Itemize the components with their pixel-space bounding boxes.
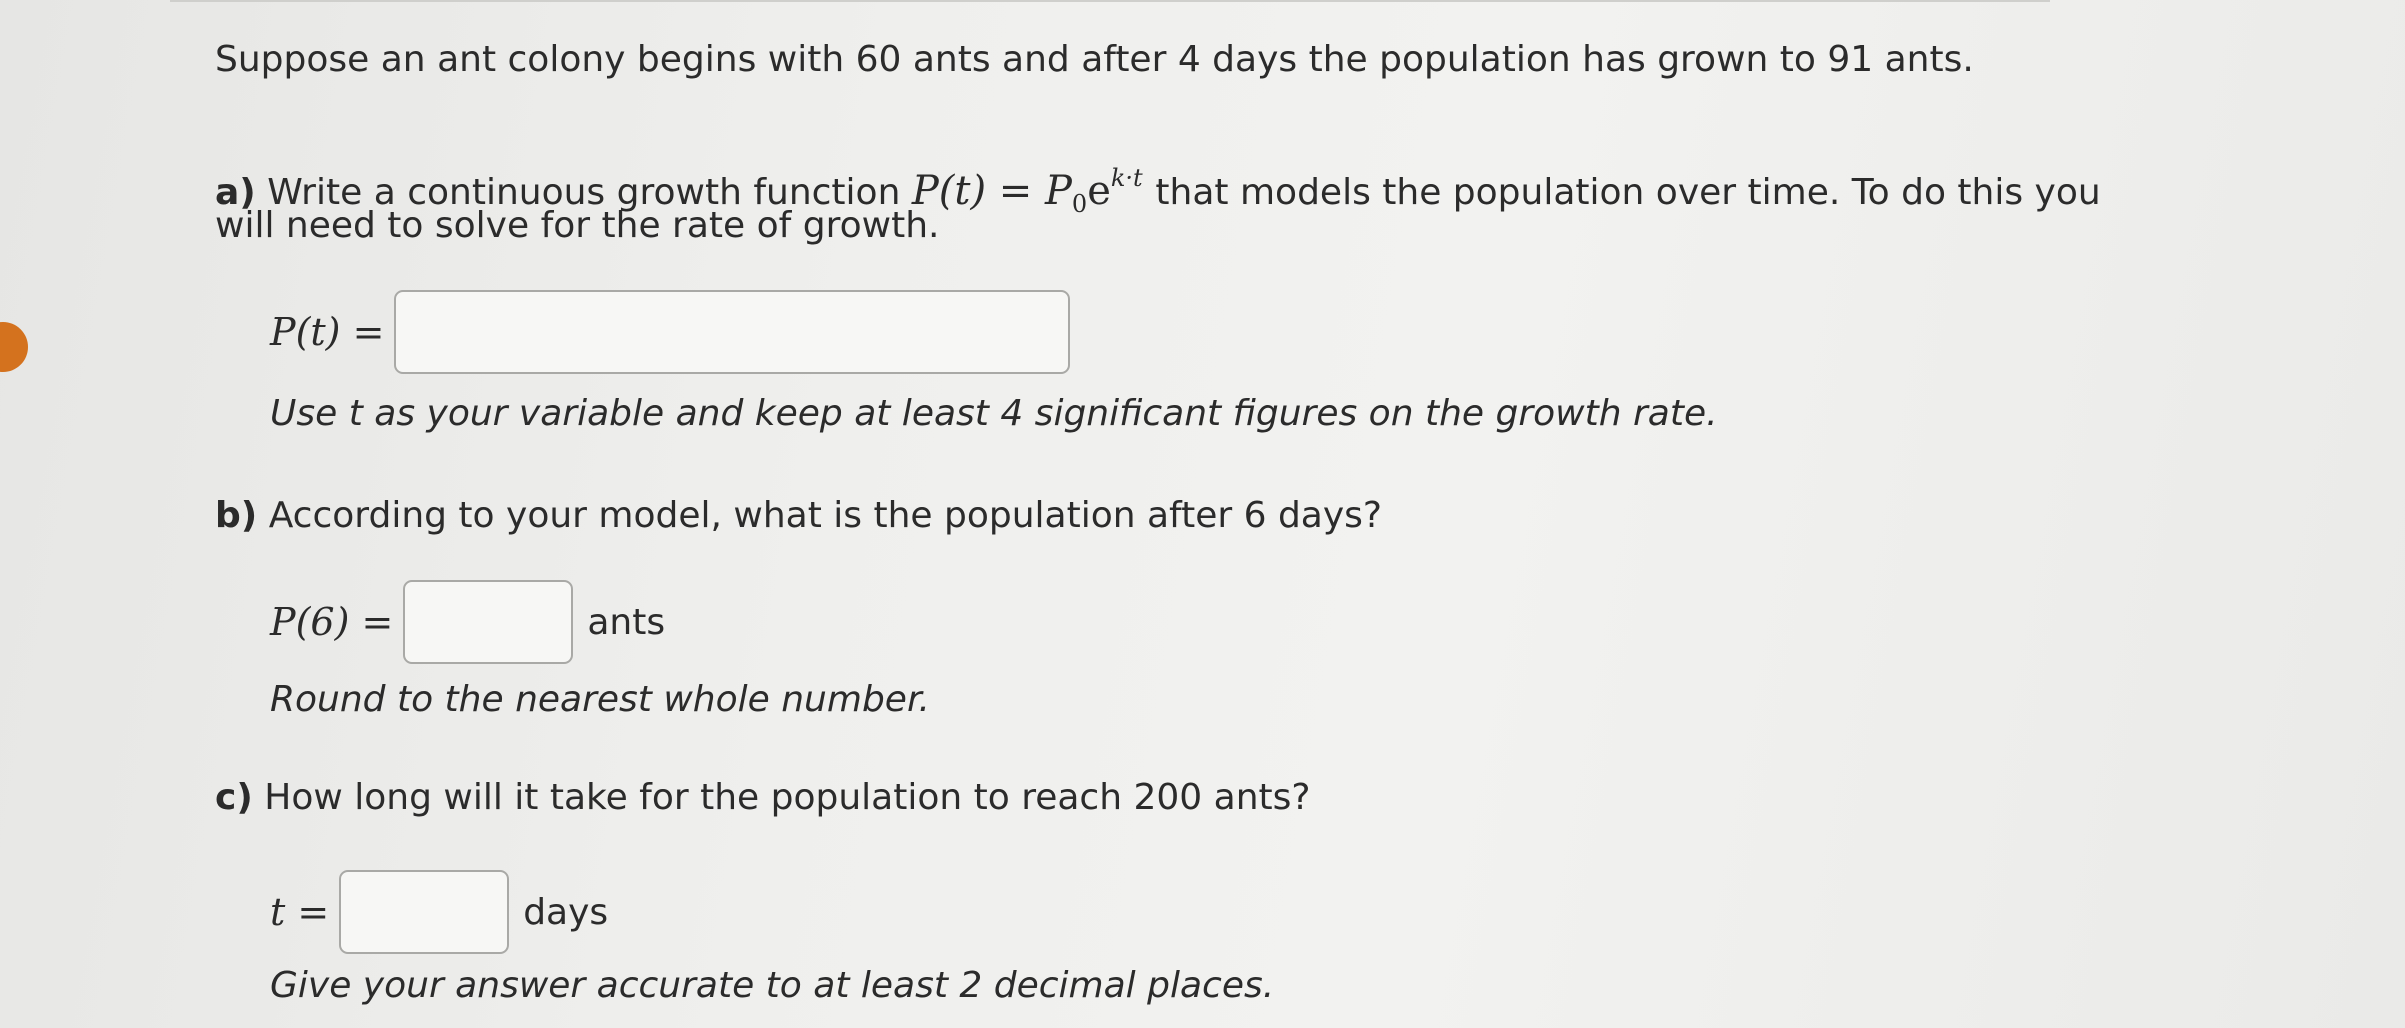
part-b-label: b) (215, 495, 258, 536)
part-a-answer-row (270, 290, 1084, 374)
part-b-answer-label: P(6) = (270, 600, 394, 644)
part-a-answer-label: P(t) = (270, 310, 385, 354)
part-b-unit: ants (587, 601, 666, 643)
t-days-input[interactable] (339, 870, 509, 954)
formula-e: e (1087, 168, 1111, 214)
question-panel (215, 24, 2175, 1024)
part-a-label: a) (215, 172, 256, 213)
page-top-edge (170, 0, 2050, 2)
part-b-hint: Round to the nearest whole number. (270, 679, 930, 720)
part-c-prompt (215, 776, 1311, 820)
p-of-t-input[interactable] (394, 290, 1070, 374)
part-c-hint: Give your answer accurate to at least 2 decimal places. (270, 965, 1275, 1006)
question-marker-badge (0, 322, 28, 372)
p-of-6-input[interactable] (403, 580, 573, 664)
part-c-question: How long will it take for the population to reach 200 ants? (264, 777, 1311, 818)
formula-subscript: 0 (1071, 190, 1088, 218)
formula-lhs: P(t) = (911, 168, 1045, 214)
part-c-unit: days (523, 891, 609, 933)
part-c-label: c) (215, 777, 253, 818)
part-b-question: According to your model, what is the population after 6 days? (268, 495, 1383, 536)
part-c-answer-row (270, 870, 608, 954)
part-a-prompt-line2: will need to solve for the rate of growth. (215, 205, 940, 246)
part-b-prompt (215, 494, 1382, 538)
formula-base: P (1045, 168, 1072, 214)
part-a-hint: Use t as your variable and keep at least 4 significant figures on the growth rate. (270, 393, 1718, 434)
part-c-answer-label: t = (270, 890, 330, 934)
growth-formula (911, 164, 1156, 218)
part-b-answer-row (270, 580, 665, 664)
part-a-text-before: Write a continuous growth function (267, 172, 901, 213)
intro-text: Suppose an ant colony begins with 60 ants and after 4 days the population has grown to 91 ants. (215, 39, 1974, 80)
part-a-text-after: that models the population over time. To do this you (1155, 172, 2101, 213)
formula-exponent: k·t (1110, 164, 1143, 192)
